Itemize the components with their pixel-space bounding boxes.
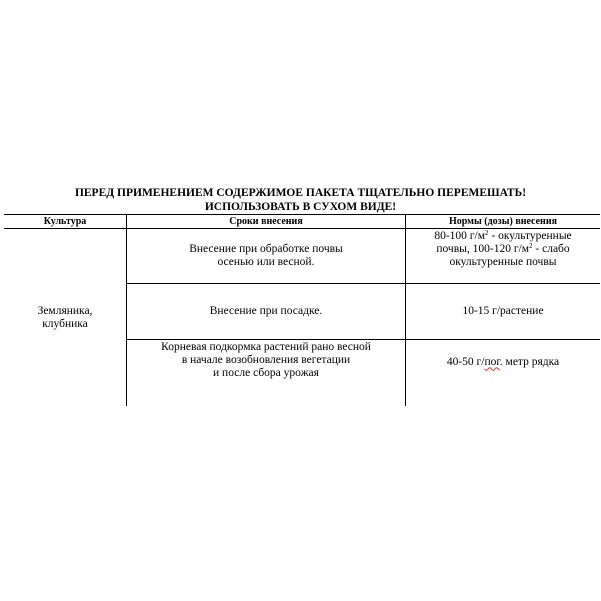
row3-dose-cell: 40-50 г/пог. метр рядка xyxy=(446,355,560,368)
culture-name-line-1: Земляника, xyxy=(37,304,93,317)
culture-name-line-2: клубника xyxy=(42,317,88,330)
header-culture: Культура xyxy=(43,215,87,227)
row2-dose-cell: 10-15 г/растение xyxy=(462,305,544,317)
page-heading xyxy=(0,186,601,214)
heading-line-2: ИСПОЛЬЗОВАТЬ В СУХОМ ВИДЕ! xyxy=(204,201,397,213)
row2-timing-cell: Внесение при посадке. xyxy=(209,305,323,317)
heading-line-1: ПЕРЕД ПРИМЕНЕНИЕМ СОДЕРЖИМОЕ ПАКЕТА ТЩАТЕЛЬНО ПЕРЕМЕШАТЬ! xyxy=(74,187,527,199)
header-timing: Сроки внесения xyxy=(229,215,303,227)
row1-timing-cell: Внесение при обработке почвы осенью или весной. xyxy=(189,243,343,268)
spellcheck-underlined-word: пог xyxy=(484,355,500,368)
culture-cell xyxy=(4,229,126,406)
header-dose: Нормы (дозы) внесения xyxy=(448,215,557,227)
row1-dose-cell: 80-100 $г/м^2$ - окультуренные почвы, 100-120 $г/м^2$ - слабо окультуренные почвы xyxy=(434,229,572,268)
row3-timing-cell: Корневая подкормка растений рано весной в начале возобновления вегетации и после сбора урожая xyxy=(161,341,371,379)
fertilizer-table xyxy=(4,214,600,406)
